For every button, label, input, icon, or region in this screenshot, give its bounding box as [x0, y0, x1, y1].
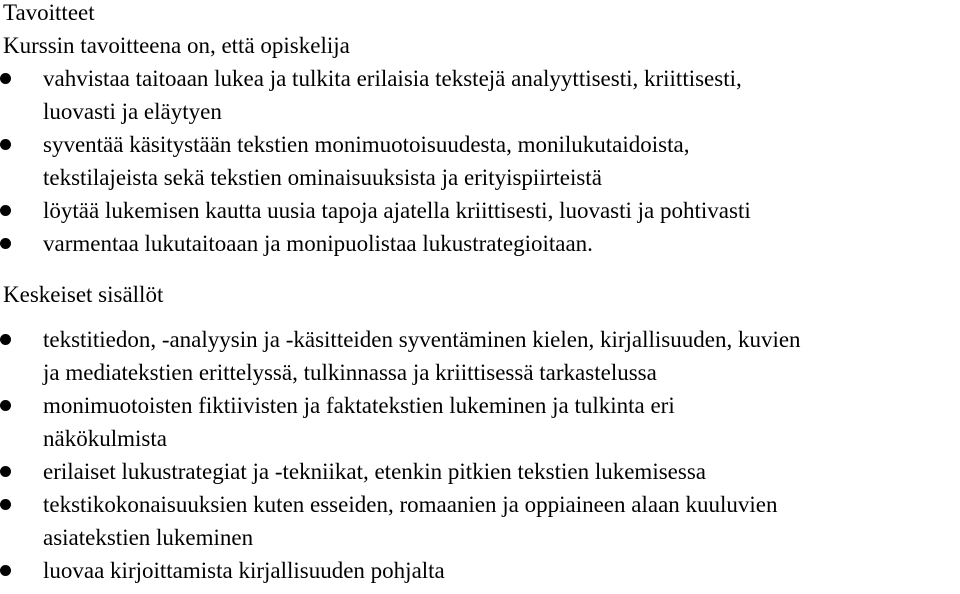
bullet-icon	[0, 499, 11, 510]
list-item	[0, 194, 960, 227]
list-item-line: syventää käsitystään tekstien monimuotoisuudesta, monilukutaidoista,	[43, 132, 690, 157]
list-item-line: varmentaa lukutaitoaan ja monipuolistaa lukustrategioitaan.	[43, 231, 593, 256]
section-intro: Kurssin tavoitteena on, että opiskelija	[3, 33, 350, 58]
list-item-line: ja mediatekstien erittelyssä, tulkinnassa ja kriittisessä tarkastelussa	[43, 360, 657, 385]
list-item	[0, 389, 960, 455]
list-item-line: luovaa kirjoittamista kirjallisuuden pohjalta	[43, 558, 445, 583]
list-item-line: tekstilajeista sekä tekstien ominaisuuksista ja erityispiirteistä	[43, 165, 602, 190]
list-item-line: tekstitiedon, -analyysin ja -käsitteiden syventäminen kielen, kirjallisuuden, kuvien	[43, 327, 801, 352]
bullet-icon	[0, 565, 11, 576]
list-item-line: asiatekstien lukeminen	[43, 525, 254, 550]
bullet-icon	[0, 334, 11, 345]
list-item-line: erilaiset lukustrategiat ja -tekniikat, etenkin pitkien tekstien lukemisessa	[43, 459, 706, 484]
section-title-tavoitteet: Tavoitteet	[3, 0, 95, 25]
list-item	[0, 227, 960, 260]
list-item-line: näkökulmista	[43, 426, 167, 451]
list-item-line: löytää lukemisen kautta uusia tapoja ajatella kriittisesti, luovasti ja pohtivasti	[43, 198, 751, 223]
list-item-line: vahvistaa taitoaan lukea ja tulkita erilaisia tekstejä analyyttisesti, kriittisesti,	[43, 66, 742, 91]
section-title-keskeiset-sisallot: Keskeiset sisällöt	[3, 282, 164, 307]
bullet-icon	[0, 205, 11, 216]
list-item	[0, 62, 960, 128]
section-gap	[0, 260, 960, 278]
list-item	[0, 455, 960, 488]
list-item	[0, 128, 960, 194]
list-item	[0, 323, 960, 389]
bullet-icon	[0, 139, 11, 150]
list-item	[0, 554, 960, 587]
list-item-line: luovasti ja eläytyen	[43, 99, 222, 124]
list-item-line: monimuotoisten fiktiivisten ja faktatekstien lukeminen ja tulkinta eri	[43, 393, 675, 418]
bullet-icon	[0, 466, 11, 477]
bullet-icon	[0, 238, 11, 249]
bullet-icon	[0, 73, 11, 84]
list-item-line: tekstikokonaisuuksien kuten esseiden, romaanien ja oppiaineen alaan kuuluvien	[43, 492, 778, 517]
bullet-icon	[0, 400, 11, 411]
list-item	[0, 488, 960, 554]
